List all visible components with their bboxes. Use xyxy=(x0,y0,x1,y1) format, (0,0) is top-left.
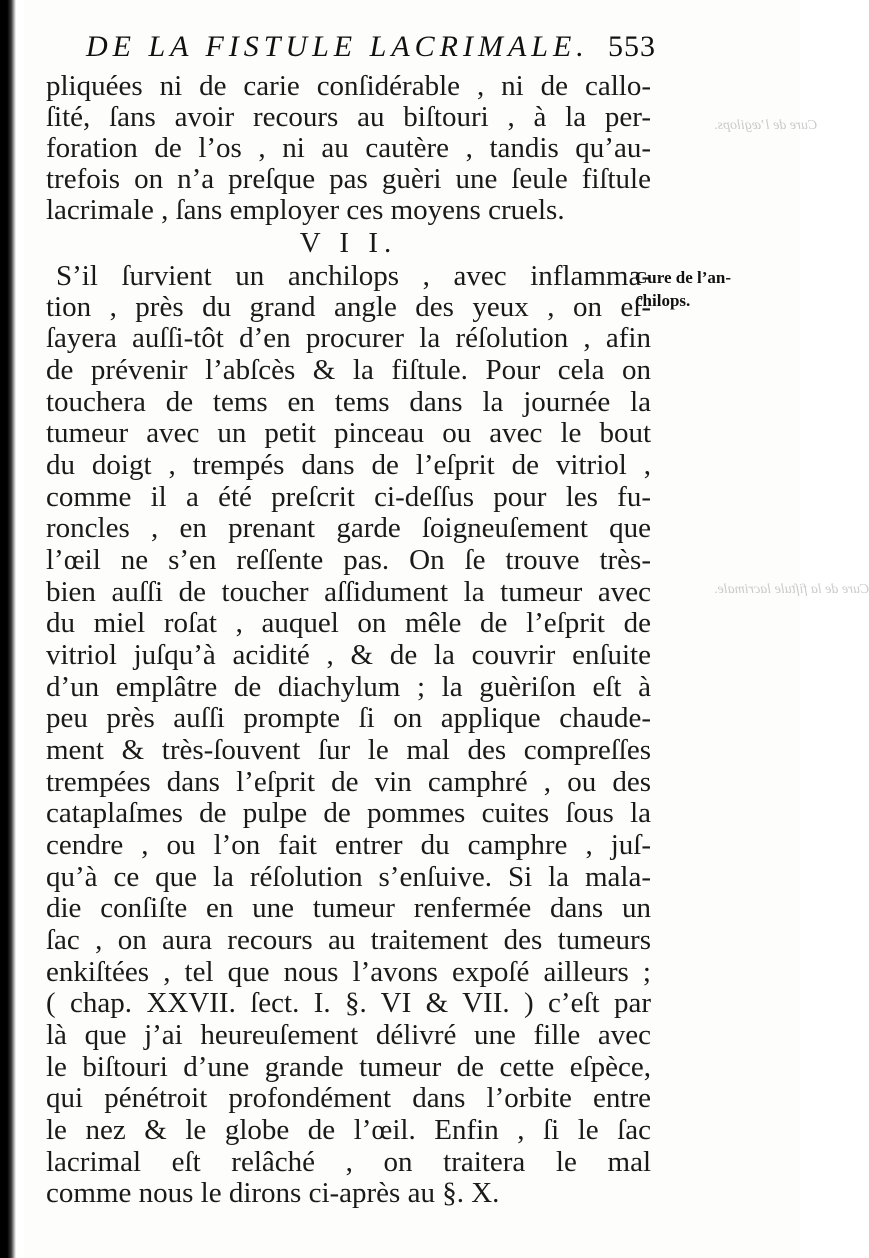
text-line: le biſtouri d’une grande tumeur de cette eſpèce, xyxy=(46,1051,651,1083)
text-line: qu’à ce que la réſolution s’enſuive. Si la mala- xyxy=(46,861,651,893)
text-line: tumeur avec un petit pinceau ou avec le bout xyxy=(46,417,651,449)
text-line: lacrimale , ſans employer ces moyens cruels. xyxy=(46,194,565,226)
text-line: ment & très-ſouvent ſur le mal des compreſſes xyxy=(46,734,651,766)
text-line: l’œil ne s’en reſſente pas. On ſe trouve très- xyxy=(46,544,651,576)
book-page xyxy=(24,0,869,1258)
running-head xyxy=(86,30,656,72)
text-line: trefois on n’a preſque pas guèri une ſeule fiſtule xyxy=(46,163,651,195)
margin-note: chilops. xyxy=(635,291,691,310)
text-line: cendre , ou l’on fait entrer du camphre , juſ- xyxy=(46,829,651,861)
section-heading: V I I. xyxy=(299,227,398,259)
margin-note: Cure de l’an- xyxy=(635,268,732,287)
text-line: lacrimal eſt relâché , on traitera le mal xyxy=(46,1146,651,1178)
text-line: ſayera auſſi-tôt d’en procurer la réſolution , afin xyxy=(46,322,651,354)
bleed-through-text: Cure de l’ægilops. xyxy=(714,118,818,133)
text-line: touchera de tems en tems dans la journée la xyxy=(46,386,651,418)
text-line: du miel roſat , auquel on mêle de l’eſprit de xyxy=(46,607,651,639)
text-line: d’un emplâtre de diachylum ; la guèriſon eſt à xyxy=(46,671,651,703)
bleed-through-text: Cure de la fiſtule lacrimale. xyxy=(714,582,869,597)
text-line: ſité, ſans avoir recours au biſtouri , à la per- xyxy=(46,101,651,133)
text-line: pliquées ni de carie conſidérable , ni de callo- xyxy=(46,70,651,102)
text-line: roncles , en prenant garde ſoigneuſement que xyxy=(46,512,651,544)
text-line: du doigt , trempés dans de l’eſprit de vitriol , xyxy=(46,449,651,481)
text-line: comme il a été preſcrit ci-deſſus pour les fu- xyxy=(46,481,651,513)
text-line: enkiſtées , tel que nous l’avons expoſé ailleurs ; xyxy=(46,956,651,988)
text-line: bien auſſi de toucher aſſidument la tumeur avec xyxy=(46,576,651,608)
chapter-title: DE LA FISTULE LACRIMALE. xyxy=(86,30,589,63)
text-line: le nez & le globe de l’œil. Enfin , ſi le ſac xyxy=(46,1114,651,1146)
text-line: peu près auſſi prompte ſi on applique chaude- xyxy=(46,702,651,734)
text-line: foration de l’os , ni au cautère , tandis qu’au- xyxy=(46,132,651,164)
text-line: de prévenir l’abſcès & la fiſtule. Pour cela on xyxy=(46,354,651,386)
text-line: qui pénétroit profondément dans l’orbite entre xyxy=(46,1082,651,1114)
text-line: tion , près du grand angle des yeux , on eſ- xyxy=(46,291,651,323)
text-line: ( chap. XXVII. ſect. I. §. VI & VII. ) c’eſt par xyxy=(46,987,651,1019)
text-line: là que j’ai heureuſement délivré une fille avec xyxy=(46,1019,651,1051)
text-line: trempées dans l’eſprit de vin camphré , ou des xyxy=(46,766,651,798)
text-line: cataplaſmes de pulpe de pommes cuites ſous la xyxy=(46,797,651,829)
page-number: 553 xyxy=(608,30,656,63)
text-line: die conſiſte en une tumeur renfermée dans un xyxy=(46,892,651,924)
text-line: comme nous le dirons ci-après au §. X. xyxy=(46,1177,500,1209)
text-line: ſac , on aura recours au traitement des tumeurs xyxy=(46,924,651,956)
text-line: S’il ſurvient un anchilops , avec inflamma- xyxy=(56,260,651,292)
text-line: vitriol juſqu’à acidité , & de la couvrir enſuite xyxy=(46,639,651,671)
book-gutter-shadow xyxy=(0,0,16,1258)
